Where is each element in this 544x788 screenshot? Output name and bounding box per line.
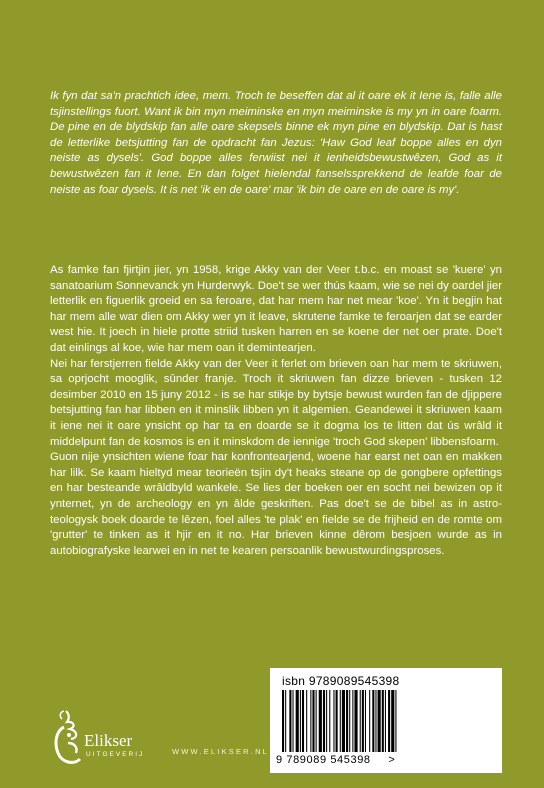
isbn-arrow: > xyxy=(388,754,396,766)
tree-emblem-icon xyxy=(48,707,88,771)
blurb-paragraph-1: As famke fan fjirtjin jier, yn 1958, krige Akky van der Veer t.b.c. en moast se 'kuere' yn sanatoarium Sonnevanck yn Hurderwyk. Doe't se wer thús kaam, wie se nei dy oardel jier letterlik en figuerlik groeid en sa feroare, dat har mem har net mear 'koe'. Yn it begjin hat har mem alle war dien om Akky wer yn it leave, skrutene famke te feroarjen dat se earder west hie. It joech in hiele protte striid tusken harren en se koene der net oer prate. Doe't dat einlings al koe, wie har mem oan it demintearjen. xyxy=(50,264,502,354)
intro-quote: Ik fyn dat sa'n prachtich idee, mem. Troch te beseffen dat al it oare ek it Iene is, falle alle tsjinstellings fuort. Want ik bin myn meiminske en myn meiminske is my yn in oare foarm. De pine en de blydskip fan alle oare skepsels binne ek myn pine en blydskip. Dat is hast de letterlike betsjutting fan de opdracht fan Jezus: 'Haw God leaf boppe alles en dyn neiste as dysels'. God boppe alles ferwiist nei it ienheidsbewustwêzen, God as it bewustwêzen fan it Iene. En dan folget hielendal fanselssprekkend de leafde foar de neiste as foar dysels. It is net 'ik en de oare' mar 'ik bin de oare en de oare is my'. xyxy=(50,90,502,196)
publisher-name: Elikser xyxy=(84,731,133,750)
blurb-text xyxy=(50,263,502,559)
publisher-sublabel: UITGEVERIJ xyxy=(86,751,145,758)
isbn-digits-row xyxy=(276,754,395,766)
isbn-digits: 9 789089 545398 xyxy=(276,754,371,766)
blurb-paragraph-2: Nei har ferstjerren fielde Akky van der Veer it ferlet om brieven oan har mem te skriuwen, sa oprjocht mooglik, sûnder franje. Troch it skriuwen fan dizze brieven - tusken 12 desimber 2010 en 15 juny 2012 - is se har stikje by bytsje bewust wurden fan de djippere betsjutting fan har libben en it minslik libben yn it algemien. Geandewei it skriuwen kaam it iene nei it oare ynsicht op har ta en doarde se it dogma los te litten dat ús wrâld it middelpunt fan de kosmos is en it minskdom de iennige 'troch God skepen' libbensfoarm. xyxy=(50,357,502,448)
barcode-bars xyxy=(282,690,488,752)
publisher-website[interactable]: WWW.ELIKSER.NL xyxy=(172,747,270,756)
isbn-barcode xyxy=(270,668,502,773)
publisher-logo xyxy=(48,707,158,771)
isbn-label: isbn 9789089545398 xyxy=(282,674,400,688)
blurb-paragraph-3: Guon nije ynsichten wiene foar har konfrontearjend, woene har earst net oan en makken har lilk. Se kaam hieltyd mear teorieën tsjin dy't heaks steane op de gongbere opfettings en har besteande wrâldbyld wankele. Se lies der boeken oer en socht nei bewizen op it ynternet, yn de archeology en yn âlde geskriften. Pas doe't se de bibel as in astro-teologysk boek doarde te lêzen, foel alles 'te plak' en fielde se de frijheid en de romte om 'grutter' te tinken as it hjir en it no. Har brieven kinne dêrom besjoen wurde as in autobiografyske learwei en in net te kearen persoanlik bewustwurdingsproses. xyxy=(50,451,502,557)
